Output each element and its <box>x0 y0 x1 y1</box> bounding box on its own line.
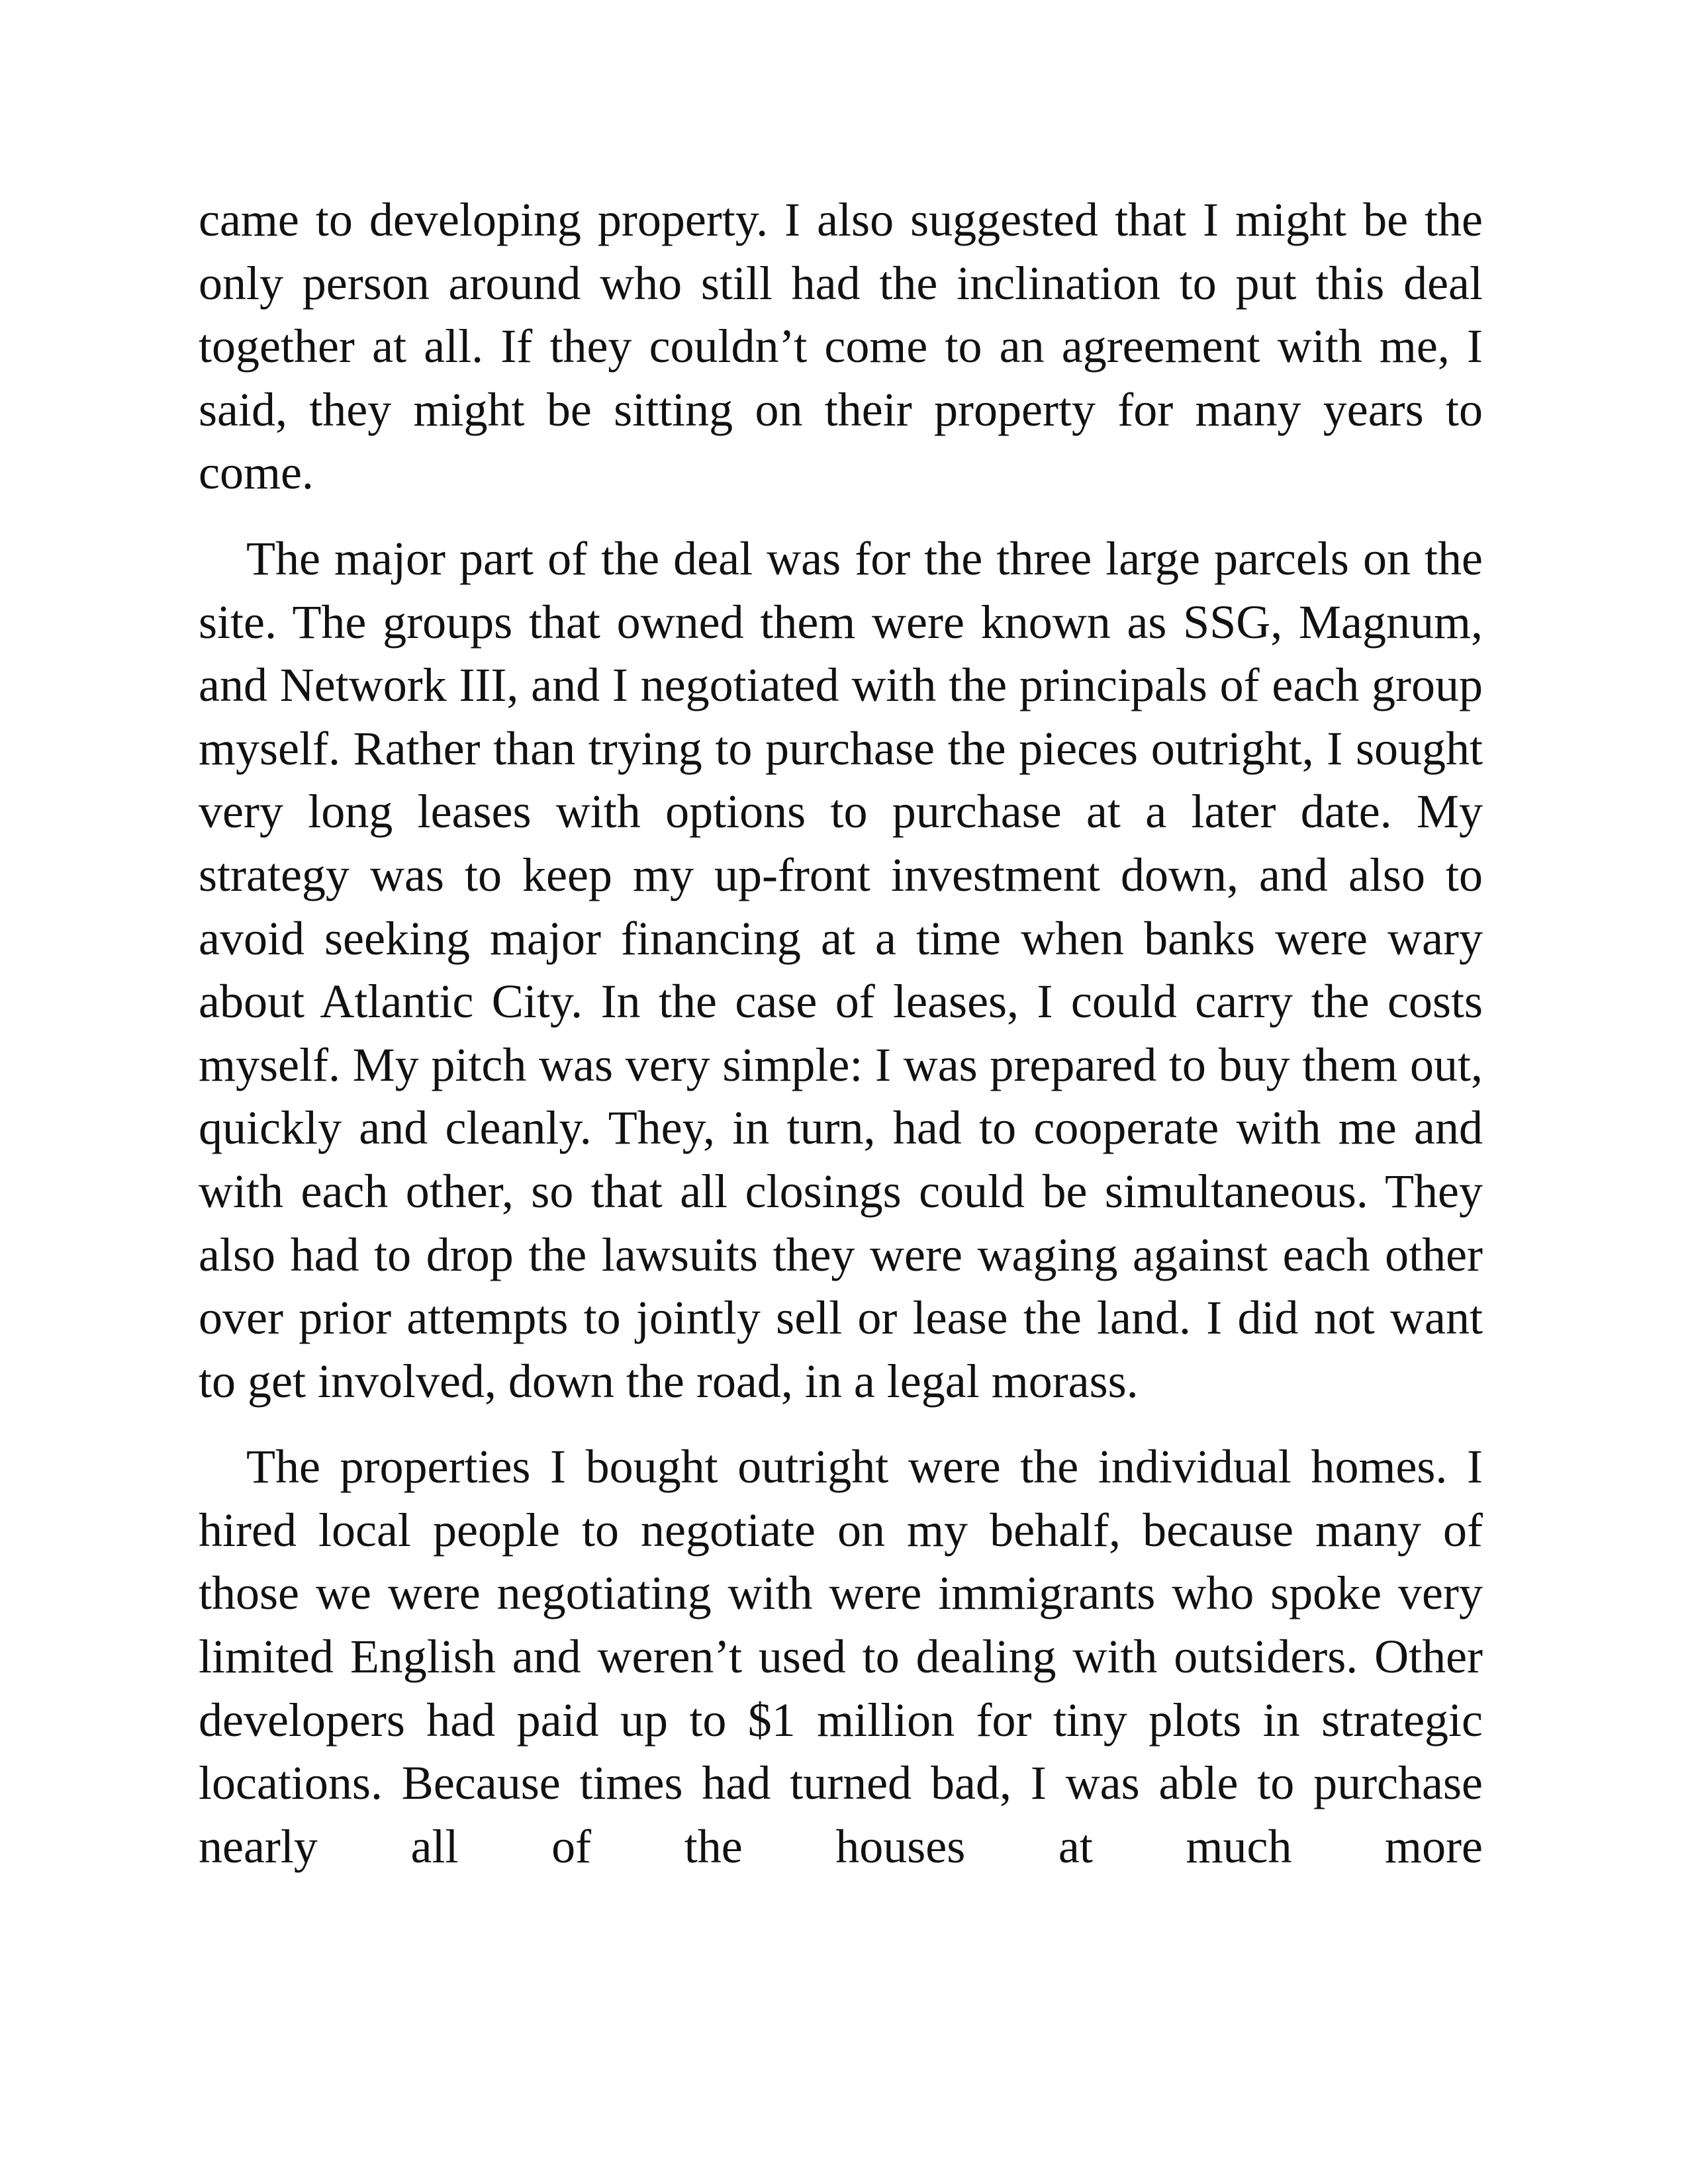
paragraph-3: The properties I bought outright were the individual homes. I hired local people to negotiate on my behalf, because many of those we were negotiating with were immigrants who spoke very limited English and weren’t used to dealing with outsiders. Other developers had paid up to $1 million for tiny plots in strategic locations. Because times had turned bad, I was able to purchase nearly all of the houses at much more <box>199 1440 1483 1873</box>
paragraph-1: came to developing property. I also suggested that I might be the only person around who still had the inclination to put this deal together at all. If they couldn’t come to an agreement with me, I said, they might be sitting on their property for many years to come. <box>199 193 1483 500</box>
paragraph-2: The major part of the deal was for the three large parcels on the site. The groups that owned them were known as SSG, Magnum, and Network III, and I negotiated with the principals of each group myself. Rather than trying to purchase the pieces outright, I sought very long leases with options to purchase at a later date. My strategy was to keep my up-front investment down, and also to avoid seeking major financing at a time when banks were wary about Atlantic City. In the case of leases, I could carry the costs myself. My pitch was very simple: I was prepared to buy them out, quickly and cleanly. They, in turn, had to cooperate with me and with each other, so that all closings could be simultaneous. They also had to drop the lawsuits they were waging against each other over prior attempts to jointly sell or lease the land. I did not want to get involved, down the road, in a legal morass. <box>199 531 1483 1408</box>
document-page <box>199 189 1483 1878</box>
